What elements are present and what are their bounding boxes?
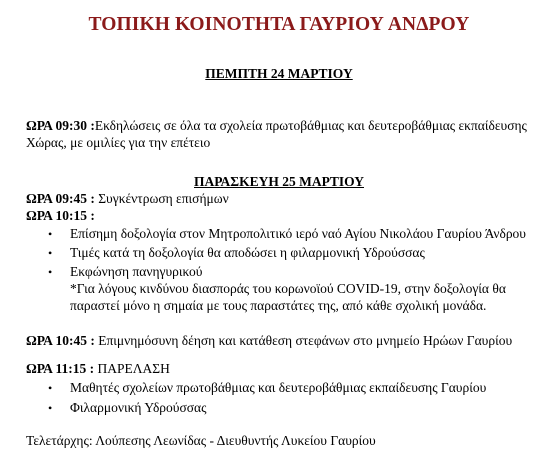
list-item-text: Φιλαρμονική Υδρούσσας <box>70 400 207 415</box>
event-1115-time: ΩΡΑ 11:15 : <box>26 361 95 376</box>
bullet-icon: • <box>48 401 53 415</box>
covid-note-line-1: *Για λόγους κινδύνου διασποράς του κορωνοϊού COVID-19, στην δοξολογία θα <box>70 281 506 296</box>
day2-heading: ΠΑΡΑΣΚΕΥΗ 25 ΜΑΡΤΙΟΥ <box>194 174 364 189</box>
event-0930-time: ΩΡΑ 09:30 : <box>26 118 95 133</box>
list-item <box>48 400 206 416</box>
event-0930-text: Εκδηλώσεις σε όλα τα σχολεία πρωτοβάθμιας και δευτεροβάθμιας εκπαίδευσης <box>94 118 527 133</box>
event-0930-continued: Χώρας, με ομιλίες για την επέτειο <box>26 135 211 150</box>
event-1045 <box>26 333 512 349</box>
list-item <box>48 245 425 261</box>
document-title: ΤΟΠΙΚΗ ΚΟΙΝΟΤΗΤΑ ΓΑΥΡΙΟΥ ΑΝΔΡΟΥ <box>88 14 470 35</box>
list-item <box>48 226 526 242</box>
event-1015 <box>26 208 95 224</box>
bullet-icon: • <box>48 381 53 395</box>
list-item-text: Μαθητές σχολείων πρωτοβάθμιας και δευτεροβάθμιας εκπαίδευσης Γαυρίου <box>70 380 487 395</box>
event-0945-time: ΩΡΑ 09:45 : <box>26 191 95 206</box>
event-1015-time: ΩΡΑ 10:15 : <box>26 208 95 223</box>
event-1045-text: Επιμνημόσυνη δέηση και κατάθεση στεφάνων στο μνημείο Ηρώων Γαυρίου <box>98 333 513 348</box>
event-0945 <box>26 191 229 207</box>
list-item-text: Επίσημη δοξολογία στον Μητροπολιτικό ιερό ναό Αγίου Νικολάου Γαυρίου Άνδρου <box>70 226 526 241</box>
bullet-icon: • <box>48 246 53 260</box>
bullet-icon: • <box>48 227 53 241</box>
event-0930 <box>26 118 527 134</box>
footer-master-of-ceremonies: Τελετάρχης: Λούπεσης Λεωνίδας - Διευθυντής Λυκείου Γαυρίου <box>26 433 376 448</box>
covid-note-line-2: παραστεί μόνο η σημαία με τους παραστάτες της, από κάθε σχολική μονάδα. <box>70 298 487 313</box>
event-0945-text: Συγκέντρωση επισήμων <box>98 191 229 206</box>
list-item-text: Εκφώνηση πανηγυρικού <box>70 264 203 279</box>
list-item-text: Τιμές κατά τη δοξολογία θα αποδώσει η φιλαρμονική Υδρούσσας <box>70 245 425 260</box>
day1-heading: ΠΕΜΠΤΗ 24 ΜΑΡΤΙΟΥ <box>205 66 353 81</box>
bullet-icon: • <box>48 265 53 279</box>
event-1115-text: ΠΑΡΕΛΑΣΗ <box>97 361 170 376</box>
event-1115 <box>26 361 170 377</box>
list-item <box>48 380 486 396</box>
list-item <box>48 264 203 280</box>
event-1045-time: ΩΡΑ 10:45 : <box>26 333 95 348</box>
